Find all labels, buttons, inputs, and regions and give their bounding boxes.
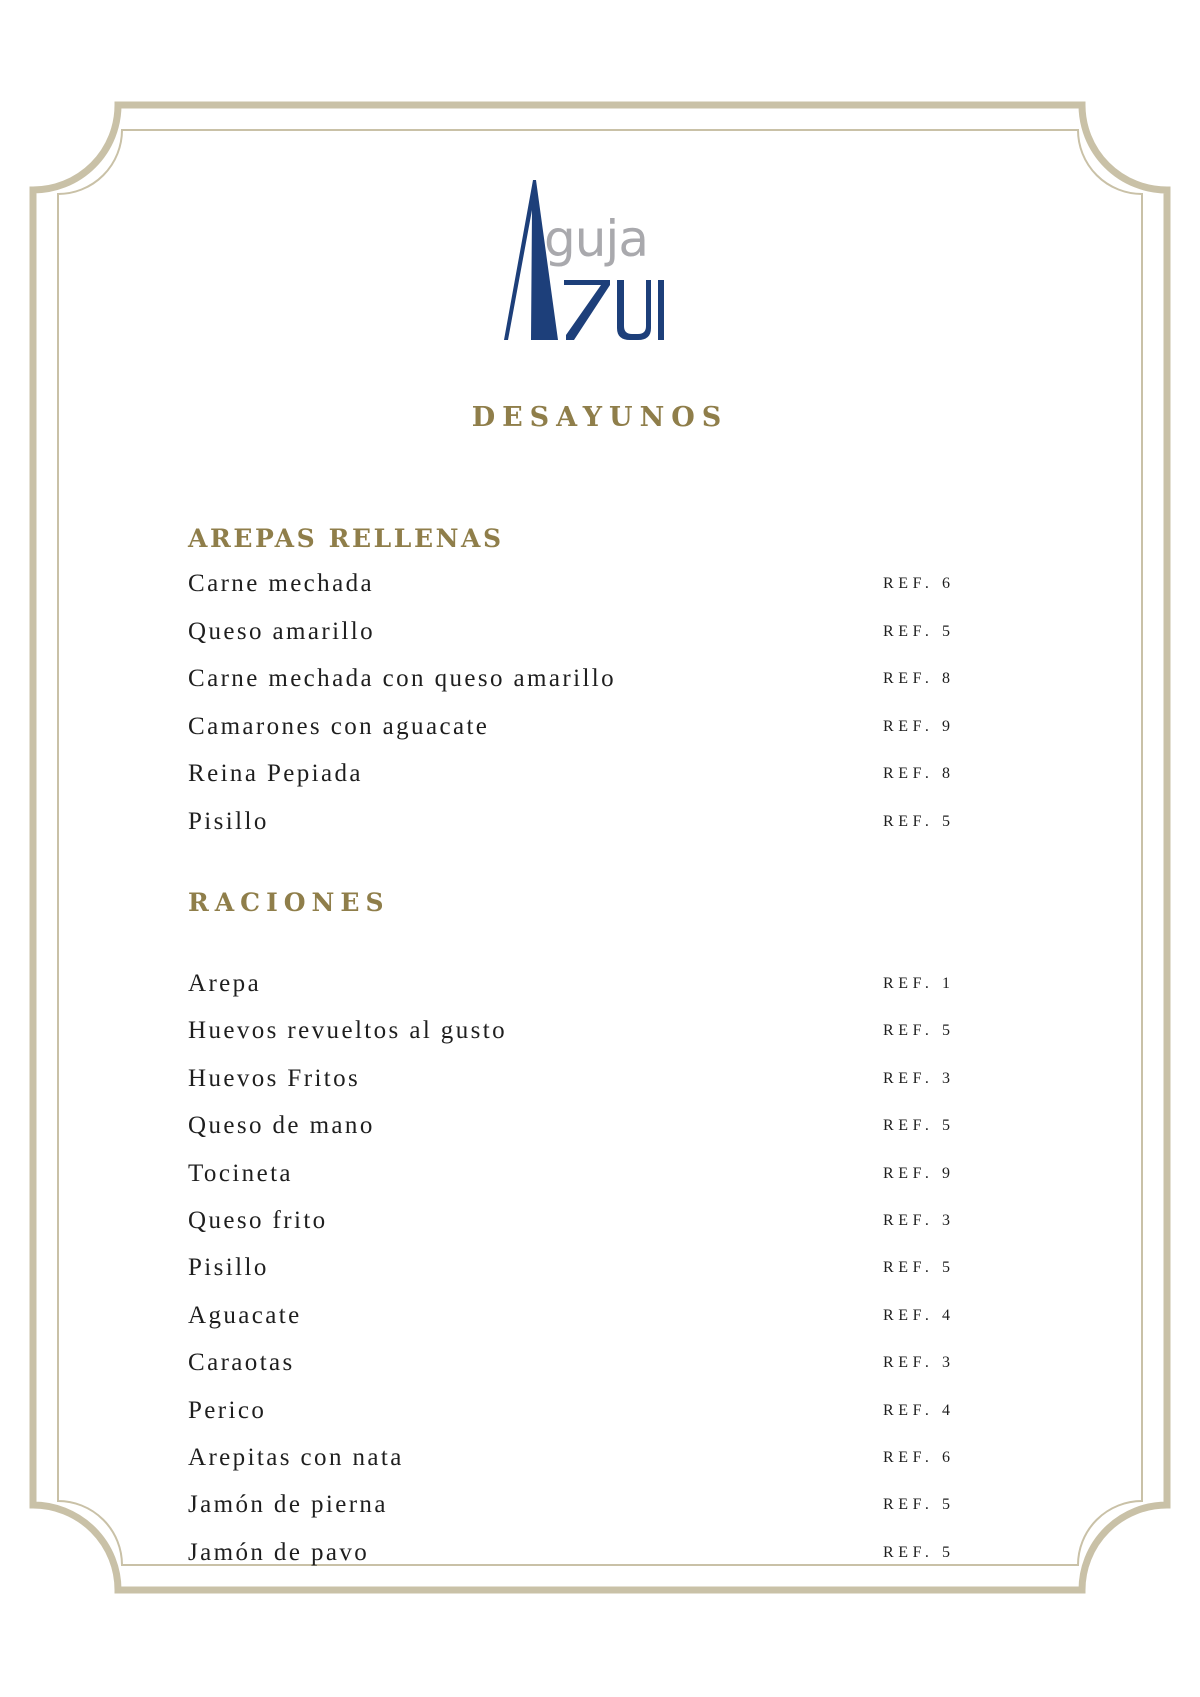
menu-item [188,1112,968,1152]
menu-item-name: Aguacate [188,1301,302,1329]
menu-item-price: REF. 3 [883,1212,955,1229]
menu-item-name: Tocineta [188,1159,293,1187]
menu-item-price: REF. 5 [883,1543,955,1561]
menu-item [188,970,968,1010]
menu-item-price: REF. 5 [883,1259,955,1277]
menu-item-price: REF. 4 [883,1401,955,1419]
menu-item-price: REF. 8 [883,670,955,688]
menu-item-price: REF. 8 [883,765,955,783]
menu-item [188,1302,968,1342]
menu-item-price: REF. 1 [883,975,955,992]
menu-item [188,1254,968,1294]
menu-item-price: REF. 3 [883,1354,955,1372]
logo-letter-l [658,280,664,340]
menu-item-price: REF. 9 [883,1164,955,1182]
section-title-raciones: RACIONES [188,888,390,917]
menu-item [188,1160,968,1200]
menu-item-name: Pisillo [188,1254,269,1282]
menu-item [188,665,968,705]
menu-item-price: REF. 3 [883,1069,955,1087]
menu-item-price: REF. 9 [883,717,955,735]
menu-item [188,760,968,800]
menu-item-name: Caraotas [188,1349,295,1377]
menu-item-name: Queso de mano [188,1112,375,1140]
menu-item-name: Perico [188,1396,267,1424]
menu-item-price: REF. 5 [883,1117,955,1135]
menu-item [188,618,968,658]
menu-item [188,1444,968,1484]
menu-item-name: Reina Pepiada [188,760,363,788]
menu-item [188,1349,968,1389]
menu-item-name: Queso frito [188,1207,328,1234]
menu-item-name: Arepitas con nata [188,1444,404,1471]
menu-item-name: Arepa [188,970,262,997]
menu-item-price: REF. 5 [883,622,955,640]
menu-item [188,1491,968,1531]
brand-logo [500,176,690,346]
menu-item-name: Huevos revueltos al gusto [188,1017,507,1045]
logo-guja-text: guja [544,210,648,268]
menu-item-name: Jamón de pavo [188,1538,370,1566]
menu-item-price: REF. 5 [883,1022,955,1040]
section-title-arepas-rellenas: AREPAS RELLENAS [188,524,504,553]
menu-item-name: Queso amarillo [188,617,376,645]
menu-item [188,1017,968,1057]
menu-item-price: REF. 6 [883,1449,955,1466]
menu-item-name: Carne mechada con queso amarillo [188,665,617,693]
menu-item [188,570,968,610]
menu-item [188,1207,968,1247]
logo-letter-z [564,280,612,340]
menu-item-name: Camarones con aguacate [188,712,490,740]
menu-item-price: REF. 6 [883,575,955,592]
menu-item-name: Huevos Fritos [188,1064,361,1092]
logo-letter-u [617,280,651,340]
menu-item-price: REF. 4 [883,1306,955,1324]
menu-item [188,1397,968,1437]
menu-item-name: Carne mechada [188,570,374,597]
menu-item [188,1065,968,1105]
menu-item-price: REF. 5 [883,813,955,830]
menu-item [188,1539,968,1579]
menu-item [188,808,968,848]
menu-item-name: Pisillo [188,808,269,835]
menu-item [188,713,968,753]
menu-item-name: Jamón de pierna [188,1491,388,1519]
page-title: DESAYUNOS [471,402,729,433]
menu-item-price: REF. 5 [883,1496,955,1514]
